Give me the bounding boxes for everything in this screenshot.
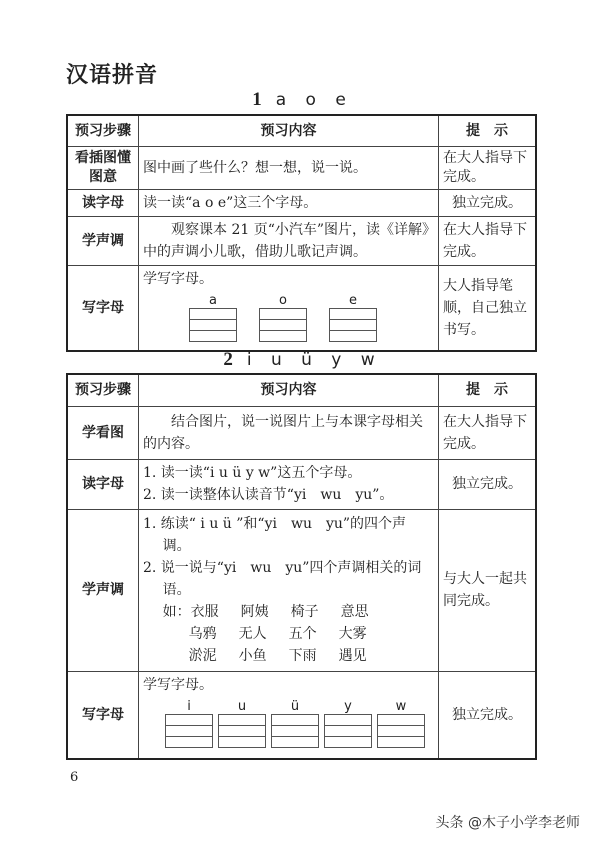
- watermark: 头条 @木子小学李老师: [435, 815, 580, 831]
- writing-grid[interactable]: [377, 714, 425, 748]
- table-row: 看插图懂图意 图中画了些什么？想一想，说一说。 在大人指导下完成。: [67, 146, 536, 189]
- writing-grid[interactable]: [165, 714, 213, 748]
- example-words: 如：衣服 阿姨 椅子 意思 乌鸦 无人 五个 大雾 淤泥 小鱼 下雨 遇见: [162, 604, 369, 664]
- writing-grid[interactable]: [324, 714, 372, 748]
- page-number: 6: [70, 770, 79, 785]
- header-hint: 提 示: [439, 374, 537, 406]
- lesson-2-table: [66, 373, 537, 760]
- writing-grids: a o e: [143, 294, 434, 342]
- lesson-1-table: [66, 114, 537, 352]
- header-step: 预习步骤: [67, 115, 139, 146]
- table-row: 学看图 结合图片，说一说图片上与本课字母相关的内容。 在大人指导下完成。: [67, 406, 536, 459]
- writing-grid[interactable]: [189, 308, 237, 342]
- writing-grid[interactable]: [329, 308, 377, 342]
- table-row: 写字母 学写字母。 a o e 大人指导笔顺，自己独立书写。: [67, 265, 536, 351]
- table-row: 学声调 观察课本 21 页“小汽车”图片，读《详解》中的声调小儿歌，借助儿歌记声调。 在大人指导下完成。: [67, 216, 536, 265]
- header-hint: 提 示: [439, 115, 537, 146]
- header-content: 预习内容: [139, 115, 439, 146]
- table-row: 读字母 读一读“a o e”这三个字母。 独立完成。: [67, 189, 536, 216]
- table-row: 学声调 1. 练读“ i u ü ”和“yi wu yu”的四个声调。 2. 说一说与“yi wu yu”四个声调相关的词语。 如：衣服 阿姨 椅子 意思 乌鸦 无人 五个 大雾 淤泥 小鱼 下雨 遇见 与大人一起共同完成。: [67, 509, 536, 671]
- lesson-2-heading: 2 i u ü y w: [223, 349, 377, 370]
- writing-grid[interactable]: [259, 308, 307, 342]
- writing-grids: i u ü y w: [143, 700, 434, 748]
- lesson-1-heading: 1 a o e: [252, 89, 348, 110]
- page-title: 汉语拼音: [66, 62, 159, 88]
- writing-grid[interactable]: [271, 714, 319, 748]
- writing-grid[interactable]: [218, 714, 266, 748]
- table-row: 读字母 1. 读一读“i u ü y w”这五个字母。 2. 读一读整体认读音节“yi wu yu”。 独立完成。: [67, 459, 536, 509]
- header-content: 预习内容: [139, 374, 439, 406]
- table-row: 写字母 学写字母。 i u ü y w 独立完成。: [67, 671, 536, 759]
- header-step: 预习步骤: [67, 374, 139, 406]
